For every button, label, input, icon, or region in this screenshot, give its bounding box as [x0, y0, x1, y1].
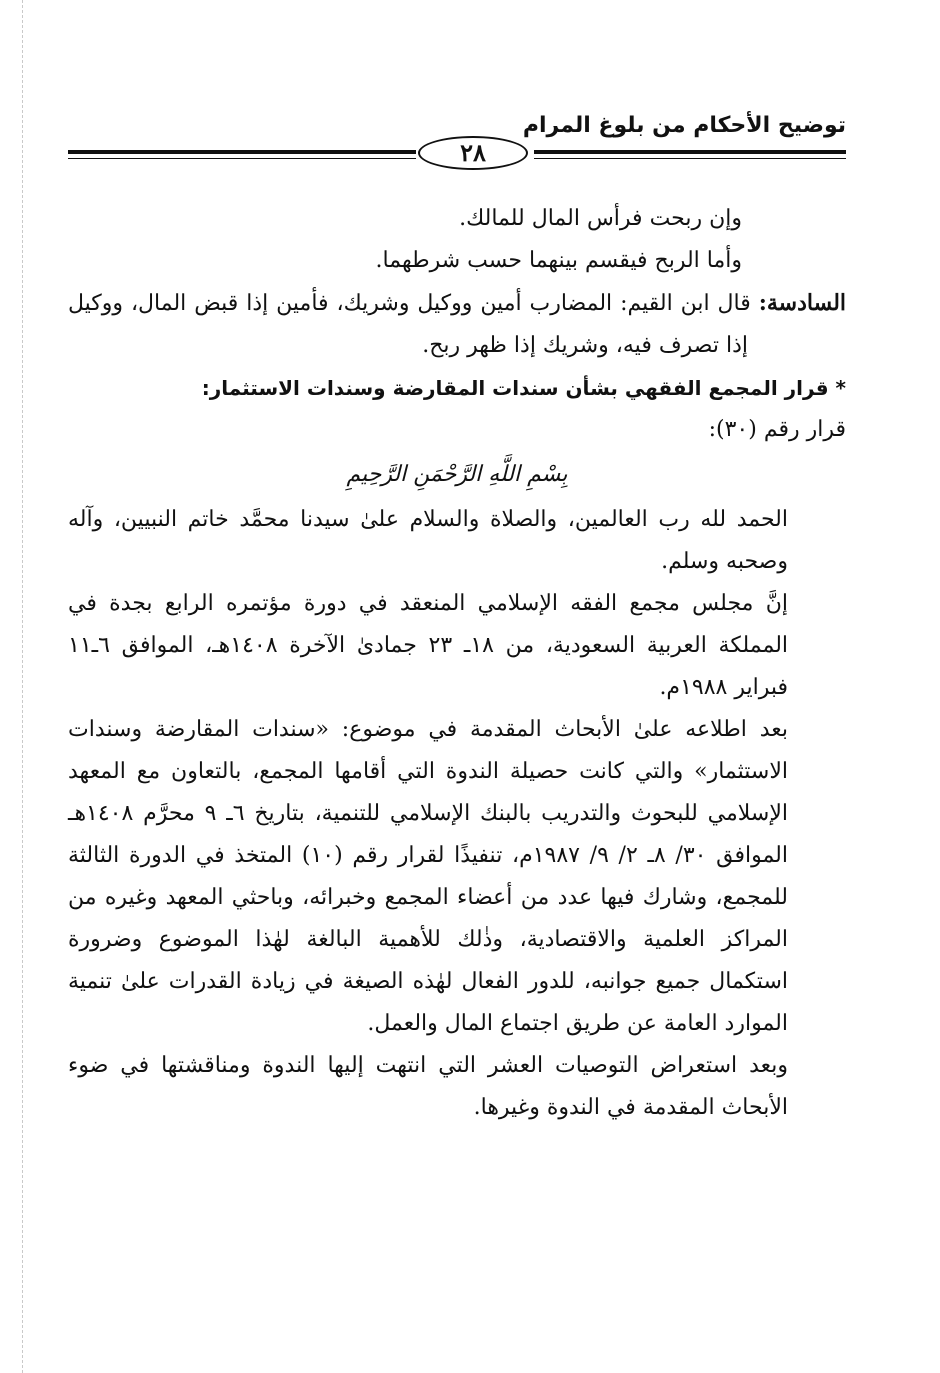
- header-rule-thick-left: [68, 150, 416, 154]
- page-number: ٢٨: [418, 136, 528, 170]
- paragraph-recommendations: وبعد استعراض التوصيات العشر التي انتهت إليها الندوة ومناقشتها في ضوء الأبحاث المقدمة في الندوة وغيرها.: [68, 1053, 788, 1120]
- header-rule-thin-right: [534, 158, 846, 159]
- header-rule: [68, 132, 846, 176]
- page-body: [68, 198, 846, 1129]
- sixth-point-text: قال ابن القيم: المضارب أمين ووكيل وشريك، فأمين إذا قبض المال، ووكيل إذا تصرف فيه، وشريك إذا ظهر ربح.: [68, 291, 751, 358]
- text-line-2: وأما الربح فيقسم بينهما حسب شرطهما.: [375, 248, 742, 273]
- paragraph-council: إنَّ مجلس مجمع الفقه الإسلامي المنعقد في دورة مؤتمره الرابع بجدة في المملكة العربية السعودية، من ١٨ـ ٢٣ جمادىٰ الآخرة ١٤٠٨هـ، الموافق ٦ـ١١ فبراير ١٩٨٨م.: [68, 591, 789, 700]
- sixth-point: [68, 282, 846, 367]
- paragraph-praise: الحمد لله رب العالمين، والصلاة والسلام علىٰ سيدنا محمَّد خاتم النبيين، وآله وصحبه وسلم.: [68, 507, 788, 574]
- running-header-title: توضيح الأحكام من بلوغ المرام: [522, 113, 846, 138]
- header-rule-thick-right: [534, 150, 846, 154]
- paragraph-review: بعد اطلاعه علىٰ الأبحاث المقدمة في موضوع: «سندات المقارضة وسندات الاستثمار» والتي كانت حصيلة الندوة التي أقامها المجمع، بالتعاون مع المعهد الإسلامي للبحوث والتدريب بالبنك الإسلامي للتنمية، بتاريخ ٦ـ ٩ محرَّم ١٤٠٨هـ الموافق ٣٠/ ٨ـ ٢/ ٩/ ١٩٨٧م، تنفيذًا لقرار رقم (١٠) المتخذ في الدورة الثالثة للمجمع، وشارك فيها عدد من أعضاء المجمع وخبرائه، وباحثي المعهد وغيره من المراكز العلمية والاقتصادية، وذٰلك للأهمية البالغة لهٰذا الموضوع وضرورة استكمال جميع جوانبه، للدور الفعال لهٰذه الصيغة في زيادة القدرات علىٰ تنمية الموارد العامة عن طريق اجتماع المال والعمل.: [68, 717, 788, 1036]
- header-rule-thin-left: [68, 158, 416, 159]
- section-heading: * قرار المجمع الفقهي بشأن سندات المقارضة وسندات الاستثمار:: [201, 376, 846, 400]
- basmala: بِسْمِ اللَّهِ الرَّحْمَنِ الرَّحِيمِ: [346, 462, 568, 487]
- scan-edge-line: [22, 0, 23, 1373]
- text-line-1: وإن ربحت فرأس المال للمالك.: [459, 206, 742, 231]
- decision-number: قرار رقم (٣٠):: [708, 417, 846, 442]
- sixth-point-label: السادسة:: [758, 290, 847, 316]
